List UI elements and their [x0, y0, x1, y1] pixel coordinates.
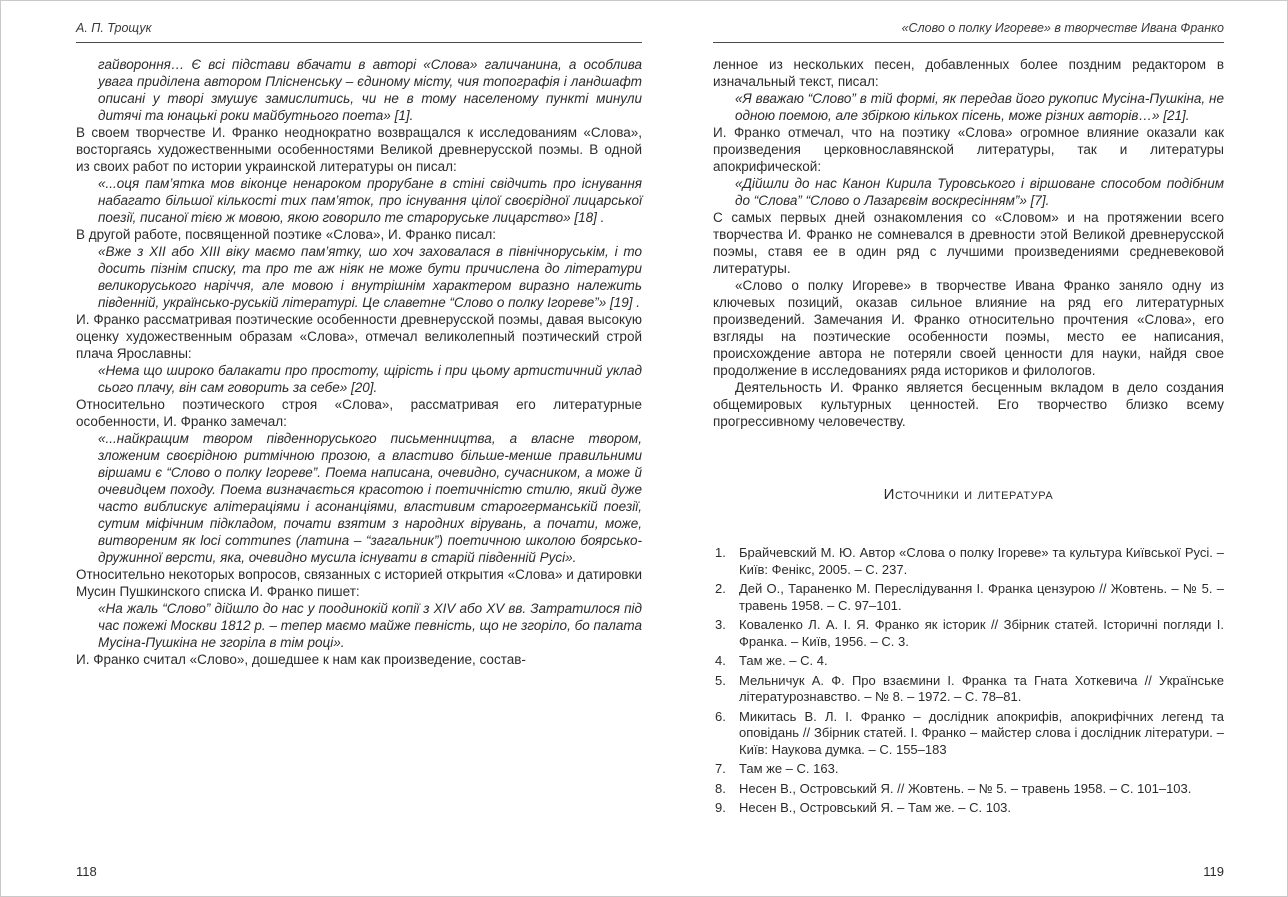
body-paragraph: И. Франко считал «Слово», дошедшее к нам как произведение, состав- — [76, 652, 526, 667]
quote-paragraph: «Дійшли до нас Канон Кирила Туровського і віршоване способом подібним до “Слова” “Слово о Лазарєвім воскресінням”» [7]. — [735, 176, 1224, 208]
reference-item: Там же – С. 163. — [739, 761, 839, 776]
reference-item: Мельничук А. Ф. Про взаємини І. Франка та Гната Хоткевича // Українське літературознавство. – № 8. – 1972. – С. 78–81. — [739, 672, 1224, 704]
body-paragraph: Относительно поэтического строя «Слова», рассматривая его литературные особенности, И. Франко замечал: — [76, 397, 642, 429]
right-page-header: «Слово о полку Игореве» в творчестве Ивана Франко — [713, 21, 1224, 43]
reference-item: Там же. – С. 4. — [739, 653, 828, 668]
body-paragraph: «Слово о полку Игореве» в творчестве Ивана Франко заняло одну из ключевых позиций, оказав сильное влияние на ряд его литературных произведений. Замечания И. Франко относительно прочтения «Слова», его взгляды на поэтические особенности поэмы, место ее написания, происхождение автора не потеряли своей ценности для науки, найдя свое продолжение в исследованиях ряда историков и филологов. — [713, 278, 1224, 378]
body-paragraph: В своем творчестве И. Франко неоднократно возвращался к исследованиям «Слова», восторгаясь художественными особенностями Великой древнерусской поэмы. В одной из своих работ по истории украинской литературы он писал: — [76, 125, 642, 174]
quote-paragraph: «...оця пам’ятка мов віконце ненароком прорубане в стіні свідчить про існування набагато більшої кількості тих пам’яток, про існування цілої своєрідної лицарської поезії, писаної тією ж мовою, якою говорило те староруське лицарство» [18] . — [98, 176, 642, 225]
references-list — [713, 545, 1224, 817]
left-page — [76, 21, 642, 879]
reference-item: Несен В., Островський Я. – Там же. – С. 103. — [739, 800, 1012, 815]
reference-item: Дей О., Тараненко М. Переслідування І. Франка цензурою // Жовтень. – № 5. – травень 1958. – С. 97–101. — [739, 581, 1224, 613]
left-page-content — [76, 56, 642, 668]
body-paragraph: В другой работе, посвященной поэтике «Слова», И. Франко писал: — [76, 227, 497, 242]
quote-paragraph: «Нема що широко балакати про простоту, щірість і при цьому артистичний уклад сього плачу, він сам говорить за себе» [20]. — [98, 363, 642, 395]
quote-paragraph: «Вже з XII або XIII віку маємо пам’ятку, шо хоч заховалася в північноруськім, і то досить пізнім списку, та про те аж ніяк не може бути причислена до літератури великоруського наріччя, але мовою і внутрішнім характером виразно належить південній, українсько-руській літературі. Це славетне “Слово о полку Ігореве”» [19] . — [98, 244, 642, 310]
quote-paragraph: «Я вважаю “Слово” в тій формі, як передав його рукопис Мусіна-Пушкіна, не одною поемою, але збіркою кількох пісень, може різних авторів…» [21]. — [735, 91, 1224, 123]
left-page-header: А. П. Трощук — [76, 21, 642, 43]
body-paragraph: И. Франко отмечал, что на поэтику «Слова» огромное влияние оказали как произведения церковнославянской литературы, так и литературы апокрифической: — [713, 125, 1224, 174]
quote-paragraph: «...найкращим твором південноруського письменництва, а власне твором, зложеним своєрідною ритмічною прозою, а властиво більше-менше правильними віршами є “Слово о полку Ігореве”. Поема написана, очевидно, сучасником, а може й очевидцем походу. Поема визначається красотою і поетичністю стилю, який дуже часто виблискує алітераціями і асонанціями, властивим старогерманській поезії, сутим міфічним підкладом, почати взятим з народних вірувань, а почати, може, витвореним як loci communes (латина – “загальник”) поетичною школою боярсько-дружинної версти, яка, очевидно мусила існувати в старій південній Русі». — [98, 431, 642, 565]
reference-item: Брайчевский М. Ю. Автор «Слова о полку Ігореве» та культура Київської Русі. – Київ: Фенікс, 2005. – С. 237. — [739, 545, 1224, 577]
quote-paragraph: «На жаль “Слово” дійшло до нас у поодинокій копії з XIV або XV вв. Затратилося під час пожежі Москви 1812 р. – тепер маємо майже певність, що не згоріло, бо палата Мусіна-Пушкіна не згоріла в тім році». — [98, 601, 642, 650]
right-page — [713, 21, 1224, 879]
reference-item: Несен В., Островський Я. // Жовтень. – № 5. – травень 1958. – С. 101–103. — [739, 780, 1192, 796]
quote-paragraph: гайвороння… Є всі підстави вбачати в авторі «Слова» галичанина, а особлива увага приділена автором Плісненську – єдиному місту, чия топографія і ландшафт описані у творі змушує замислитись, чи не в тому населеному пункті минули дитячі та юнацькі роки майбутнього поета» [1]. — [98, 57, 642, 123]
body-paragraph: ленное из нескольких песен, добавленных более поздним редактором в изначальный текст, писал: — [713, 57, 1224, 89]
body-paragraph: Относительно некоторых вопросов, связанных с историей открытия «Слова» и датировки Мусин Пушкинского списка И. Франко пишет: — [76, 567, 642, 599]
body-paragraph: Деятельность И. Франко является бесценным вкладом в дело создания общемировых культурных ценностей. Его творчество близко всему прогрессивному человечеству. — [713, 380, 1224, 429]
body-paragraph: И. Франко рассматривая поэтические особенности древнерусской поэмы, давая высокую оценку художественным образам «Слова», отмечал великолепный поэтический строй плача Ярославны: — [76, 312, 642, 361]
section-heading: Источники и литература — [883, 486, 1054, 503]
right-page-number: 119 — [1203, 864, 1224, 879]
body-paragraph: С самых первых дней ознакомления со «Словом» и на протяжении всего творчества И. Франко не сомневался в древности этой Великой древнерусской поэмы, ставя ее в один ряд с лучшими произведениями средневековой литературы. — [713, 210, 1224, 276]
reference-item: Микитась В. Л. І. Франко – дослідник апокрифів, апокрифічних легенд та оповідань // Збірник статей. І. Франко – майстер слова і дослідник літератури. – Київ: Наукова думка. – С. 155–183 — [739, 708, 1224, 757]
right-page-content — [713, 56, 1224, 430]
left-page-number: 118 — [76, 864, 97, 879]
reference-item: Коваленко Л. А. І. Я. Франко як історик // Збірник статей. Історичні погляди І. Франка. – Київ, 1956. – С. 3. — [739, 617, 1224, 649]
